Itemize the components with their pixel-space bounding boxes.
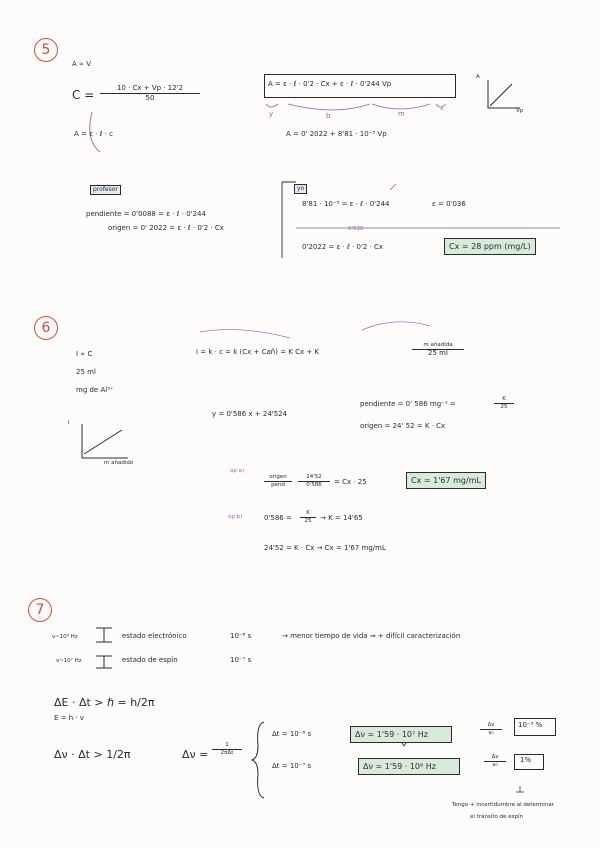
s5-c-label: C = [72, 88, 95, 102]
s7-case1-frac-num: Δν [480, 722, 502, 730]
section-7-number: 7 [28, 598, 52, 622]
s6-mg-al: mg de Al³⁺ [76, 386, 114, 394]
s5-c-den: 50 [145, 94, 155, 102]
s6-opb-result: → K = 14'65 [320, 514, 363, 522]
s7-delta-nu-frac-den: 2πΔt [220, 750, 234, 756]
s7-note-line2: el tránsito de espín [470, 814, 523, 820]
s7-estado-electronico: estado electrónico [122, 632, 187, 640]
s5-label-x: x [440, 106, 444, 112]
s6-pendiente: pendiente = 0' 586 mg⁻¹ = [360, 400, 456, 408]
s7-case1-frac-den: ν₀ [488, 730, 494, 736]
s6-opb-fraction [300, 510, 316, 525]
s5-main-equation: A = ε · ℓ · 0'2 · Cx + ε · ℓ · 0'244 Vp [268, 80, 392, 88]
s7-estado-espin: estado de espín [122, 656, 178, 664]
s5-result-cx: Cx = 28 ppm (mg/L) [444, 238, 536, 255]
s7-time-electronic: 10⁻⁸ s [230, 632, 252, 640]
s7-case2-frac-num: Δν [484, 754, 506, 762]
s6-opa-result: Cx = 1'67 mg/mL [406, 472, 486, 489]
s6-fit-equation: y = 0'586 x + 24'524 [212, 410, 288, 418]
s7-time-spin: 10⁻⁷ s [230, 656, 252, 664]
section-6-number: 6 [34, 316, 58, 340]
s6-opb-label: op b) [228, 514, 243, 520]
s7-freq-spin: ν~10⁷ Hz [56, 658, 82, 664]
s5-label-m: m [398, 110, 405, 118]
s7-case2-result: 1% [520, 756, 532, 764]
section-5-number: 5 [34, 38, 58, 62]
s6-opb-eq: 0'586 = [264, 514, 292, 522]
s6-graph-y-label: I [68, 420, 70, 426]
s6-opa-frac-den: pend [271, 482, 285, 488]
s6-opb-frac-den: 25 [304, 518, 312, 524]
s5-beer-law: A = ε · ℓ · c [74, 130, 113, 138]
s6-opb-second: 24'52 = K · Cx → Cx = 1'67 mg/mL [264, 544, 386, 552]
s5-fit-equation: A = 0' 2022 + 8'81 · 10⁻³ Vp [286, 130, 387, 138]
s6-opa-fraction [264, 474, 292, 489]
s6-proportional: I ∝ C [76, 350, 93, 358]
s6-opa-frac2-den: 0'586 [306, 482, 322, 488]
s5-yo-eq1: 8'81 · 10⁻³ = ε · ℓ · 0'244 [302, 200, 390, 208]
s7-conclusion: → menor tiempo de vida ⇒ + difícil caracterización [282, 632, 461, 640]
s6-pend-fraction [494, 396, 514, 411]
s7-case1-dt: Δt = 10⁻⁸ s [272, 730, 312, 738]
s7-case2-dt: Δt = 10⁻⁷ s [272, 762, 312, 770]
s7-case2-fraction [484, 754, 506, 769]
s5-proportional: A ∝ V [72, 60, 92, 68]
s7-uncertainty-frequency: Δν · Δt > 1/2π [54, 748, 131, 761]
s6-pend-frac-num: K [494, 396, 514, 404]
s6-main-frac-num: m añadida [412, 342, 464, 350]
time-brackets [96, 628, 112, 668]
s7-delta-nu-fraction [212, 742, 242, 757]
s5-label-b: b [326, 112, 331, 120]
s5-prof-pendiente: pendiente = 0'0088 = ε · ℓ · 0'244 [86, 210, 206, 218]
s5-c-fraction [100, 84, 200, 103]
s7-uncertainty-energy: ΔE · Δt > ℏ = h/2π [54, 696, 155, 709]
s5-graph-y-label: A [476, 74, 480, 80]
tag-yo: yo [294, 184, 307, 194]
s6-opa-frac2-num: 24'52 [298, 474, 330, 482]
s5-graph-x-label: Vp [516, 108, 524, 114]
graph-A-Vp [488, 80, 520, 108]
s5-yo-small-value: 0'036 [348, 226, 364, 232]
s7-note-line1: Tengo + incertidumbre al determinar [452, 802, 554, 808]
s7-case1-box: Δν = 1'59 · 10⁷ Hz [350, 726, 452, 743]
s7-case1-fraction [480, 722, 502, 737]
s5-c-num: 10 · Cx + Vp · 12'2 [100, 84, 200, 94]
s6-origen: origen = 24' 52 = K · Cx [360, 422, 446, 430]
s6-opa-frac-num: origen [264, 474, 292, 482]
s6-opa-fraction-values [298, 474, 330, 489]
s5-prof-origen: origen = 0' 2022 = ε · ℓ · 0'2 · Cx [108, 224, 224, 232]
s6-graph-x-label: m añadido [104, 460, 134, 466]
s6-main-equation: I = k · c = k (Cx + Cañ) = K Cx + K [196, 348, 320, 356]
tag-profesor: profesor [90, 185, 121, 195]
s7-case2-frac-den: ν₀ [492, 762, 498, 768]
s7-case1-result: 10⁻³ % [518, 721, 543, 729]
s6-volume: 25 ml [76, 368, 96, 376]
s7-energy-frequency: E = h · ν [54, 714, 84, 722]
s7-delta-nu: Δν = [182, 748, 209, 761]
s6-main-frac-den: 25 ml [428, 349, 448, 357]
graph-I-m [82, 424, 128, 458]
s6-opb-frac-num: K [300, 510, 316, 518]
s7-case2-box: Δν = 1'59 · 10⁶ Hz [358, 758, 460, 775]
case-brace [252, 722, 264, 798]
s5-label-y: y [269, 110, 274, 118]
s6-opa-label: op a) [230, 468, 245, 474]
s5-yo-eq1-result: ε = 0'036 [432, 200, 466, 208]
s6-opa-rest: = Cx · 25 [334, 478, 367, 486]
s5-yo-eq2: 0'2022 = ε · ℓ · 0'2 · Cx [302, 243, 384, 251]
s6-main-fraction [412, 342, 464, 357]
s7-delta-nu-frac-num: 1 [212, 742, 242, 750]
s6-pend-frac-den: 25 [500, 404, 508, 410]
purple-underbraces [266, 104, 446, 110]
s7-freq-electronic: ν~10⁸ Hz [52, 634, 78, 640]
